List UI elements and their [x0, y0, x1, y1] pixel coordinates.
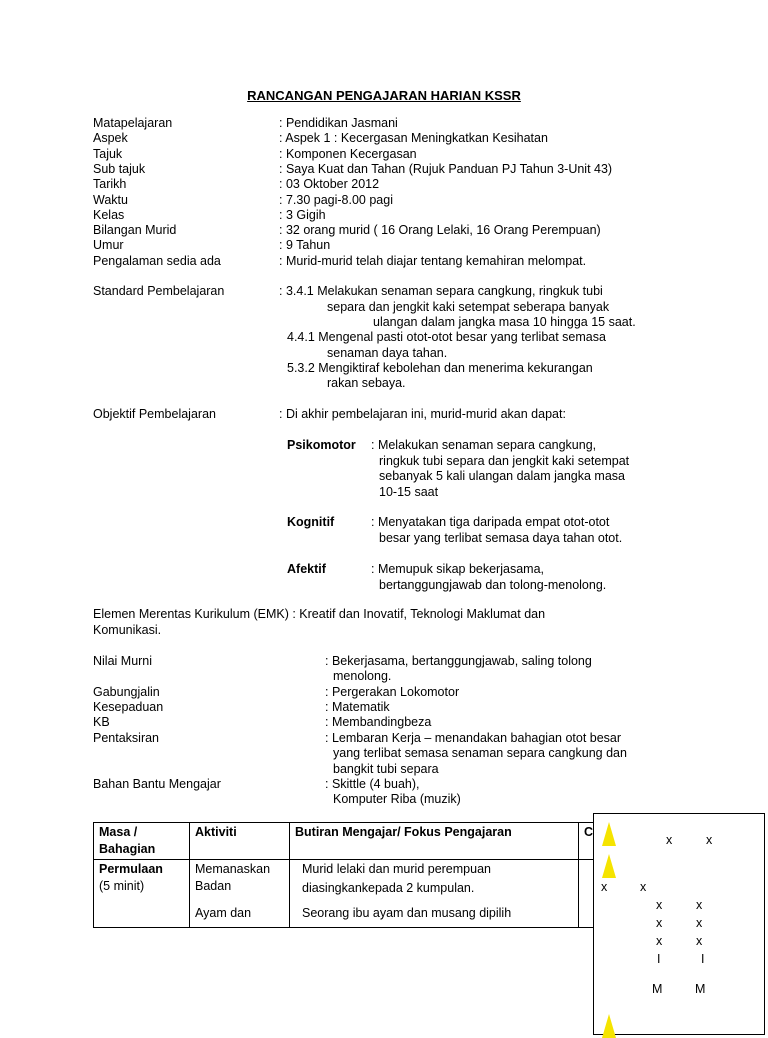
- extra-label: Gabungjalin: [93, 685, 160, 699]
- info-label: Tajuk: [93, 146, 123, 161]
- info-value: : 9 Tahun: [279, 238, 331, 253]
- formation-mark: x: [696, 916, 703, 930]
- cell-masa: [94, 860, 190, 928]
- cell-butiran: [290, 860, 579, 928]
- formation-mark: x: [666, 833, 673, 847]
- extra-label: Kesepaduan: [93, 700, 164, 714]
- standard-line-5: senaman daya tahan.: [327, 346, 448, 360]
- page-title: RANCANGAN PENGAJARAN HARIAN KSSR: [247, 88, 521, 103]
- afektif-line-2: bertanggungjawab dan tolong-menolong.: [379, 578, 607, 592]
- formation-mark: x: [706, 833, 713, 847]
- extra-value: : Pergerakan Lokomotor: [325, 685, 460, 699]
- info-label: Bilangan Murid: [93, 223, 177, 238]
- header-catatan: C: [579, 823, 753, 860]
- info-label: Matapelajaran: [93, 116, 173, 130]
- aktiviti-line-4: Ayam dan: [195, 906, 252, 920]
- formation-mark: x: [696, 898, 703, 912]
- formation-diagram: [593, 813, 765, 1035]
- formation-mark: M: [695, 982, 706, 996]
- formation-mark: x: [601, 880, 608, 894]
- formation-mark: x: [696, 934, 703, 948]
- header-aktiviti: Aktiviti: [190, 823, 290, 860]
- standard-label: Standard Pembelajaran: [93, 284, 225, 298]
- extra-value: bangkit tubi separa: [333, 761, 439, 776]
- header-masa: Masa / Bahagian: [94, 823, 190, 860]
- formation-mark: M: [652, 982, 663, 996]
- standard-line-7: rakan sebaya.: [327, 376, 406, 390]
- info-value: : Aspek 1 : Kecergasan Meningkatkan Kesihatan: [279, 131, 548, 146]
- objektif-intro: : Di akhir pembelajaran ini, murid-murid akan dapat:: [279, 407, 566, 421]
- standard-line-1: : 3.4.1 Melakukan senaman separa cangkung, ringkuk tubi: [279, 284, 603, 298]
- kognitif-label: Kognitif: [287, 515, 335, 529]
- info-value: : Murid-murid telah diajar tentang kemahiran melompat.: [279, 253, 587, 268]
- psikomotor-line-3: sebanyak 5 kali ulangan dalam jangka masa: [379, 469, 625, 483]
- butiran-line-4: Seorang ibu ayam dan musang dipilih: [302, 906, 512, 920]
- aktiviti-line-2: Badan: [195, 879, 232, 893]
- cell-aktiviti: [190, 860, 290, 928]
- butiran-spacer: [302, 897, 573, 905]
- info-value: : Komponen Kecergasan: [279, 146, 417, 161]
- afektif-label: Afektif: [287, 562, 326, 576]
- afektif-line-1: : Memupuk sikap bekerjasama,: [371, 562, 544, 576]
- info-value: : 3 Gigih: [279, 207, 326, 222]
- info-label: Sub tajuk: [93, 161, 146, 176]
- formation-mark: x: [656, 934, 663, 948]
- psikomotor-label: Psikomotor: [287, 438, 356, 452]
- objektif-label: Objektif Pembelajaran: [93, 407, 216, 421]
- standard-line-6: 5.3.2 Mengiktiraf kebolehan dan menerima kekurangan: [287, 361, 593, 375]
- butiran-line-2: diasingkankepada 2 kumpulan.: [302, 881, 475, 895]
- info-label: Aspek: [93, 131, 128, 146]
- cone-icon: [602, 854, 616, 878]
- info-value: : 32 orang murid ( 16 Orang Lelaki, 16 Orang Perempuan): [279, 223, 601, 238]
- standard-line-2: separa dan jengkit kaki setempat seberapa banyak: [327, 300, 610, 314]
- cone-icon: [602, 822, 616, 846]
- masa-line-2: (5 minit): [99, 879, 145, 893]
- standard-line-4: 4.4.1 Mengenal pasti otot-otot besar yang terlibat semasa: [287, 330, 606, 344]
- cone-icon: [602, 1014, 616, 1038]
- extra-value: menolong.: [333, 669, 392, 684]
- extra-value: Komputer Riba (muzik): [333, 792, 461, 807]
- formation-mark: I: [657, 952, 661, 966]
- standard-line-3: ulangan dalam jangka masa 10 hingga 15 saat.: [373, 315, 636, 329]
- aktiviti-spacer: [195, 895, 284, 905]
- info-label: Kelas: [93, 207, 125, 222]
- info-label: Pengalaman sedia ada: [93, 253, 221, 268]
- extra-value: yang terlibat semasa senaman separa cangkung dan: [333, 746, 627, 761]
- info-label: Umur: [93, 238, 124, 253]
- emk-line-1: Elemen Merentas Kurikulum (EMK) : Kreatif dan Inovatif, Teknologi Maklumat dan: [93, 607, 546, 621]
- info-label: Waktu: [93, 192, 128, 207]
- extra-value: : Matematik: [325, 700, 390, 714]
- header-butiran: Butiran Mengajar/ Fokus Pengajaran: [290, 823, 579, 860]
- extra-label: Nilai Murni: [93, 654, 153, 668]
- extra-label: Bahan Bantu Mengajar: [93, 777, 221, 791]
- psikomotor-line-1: : Melakukan senaman separa cangkung,: [371, 438, 597, 452]
- masa-line-1: Permulaan: [99, 862, 163, 876]
- formation-mark: I: [701, 952, 705, 966]
- emk-line-2: Komunikasi.: [93, 623, 162, 637]
- kognitif-line-1: : Menyatakan tiga daripada empat otot-otot: [371, 515, 610, 529]
- formation-mark: x: [656, 916, 663, 930]
- info-label: Tarikh: [93, 177, 127, 192]
- psikomotor-line-4: 10-15 saat: [379, 485, 439, 499]
- extra-value: : Skittle (4 buah),: [325, 777, 420, 791]
- info-value: : Saya Kuat dan Tahan (Rujuk Panduan PJ Tahun 3-Unit 43): [279, 161, 613, 176]
- extra-label: Pentaksiran: [93, 731, 160, 745]
- psikomotor-line-2: ringkuk tubi separa dan jengkit kaki setempat: [379, 454, 630, 468]
- aktiviti-line-1: Memanaskan: [195, 862, 271, 876]
- kognitif-line-2: besar yang terlibat semasa daya tahan otot.: [379, 531, 623, 545]
- butiran-line-1: Murid lelaki dan murid perempuan: [302, 862, 491, 876]
- info-value: : 03 Oktober 2012: [279, 177, 380, 192]
- info-value: : Pendidikan Jasmani: [279, 116, 398, 130]
- extra-value: : Lembaran Kerja – menandakan bahagian otot besar: [325, 731, 622, 745]
- extra-label: KB: [93, 715, 110, 729]
- info-value: : 7.30 pagi-8.00 pagi: [279, 192, 393, 207]
- extra-value: : Bekerjasama, bertanggungjawab, saling tolong: [325, 654, 592, 668]
- formation-mark: x: [656, 898, 663, 912]
- extra-value: : Membandingbeza: [325, 715, 432, 729]
- formation-mark: x: [640, 880, 647, 894]
